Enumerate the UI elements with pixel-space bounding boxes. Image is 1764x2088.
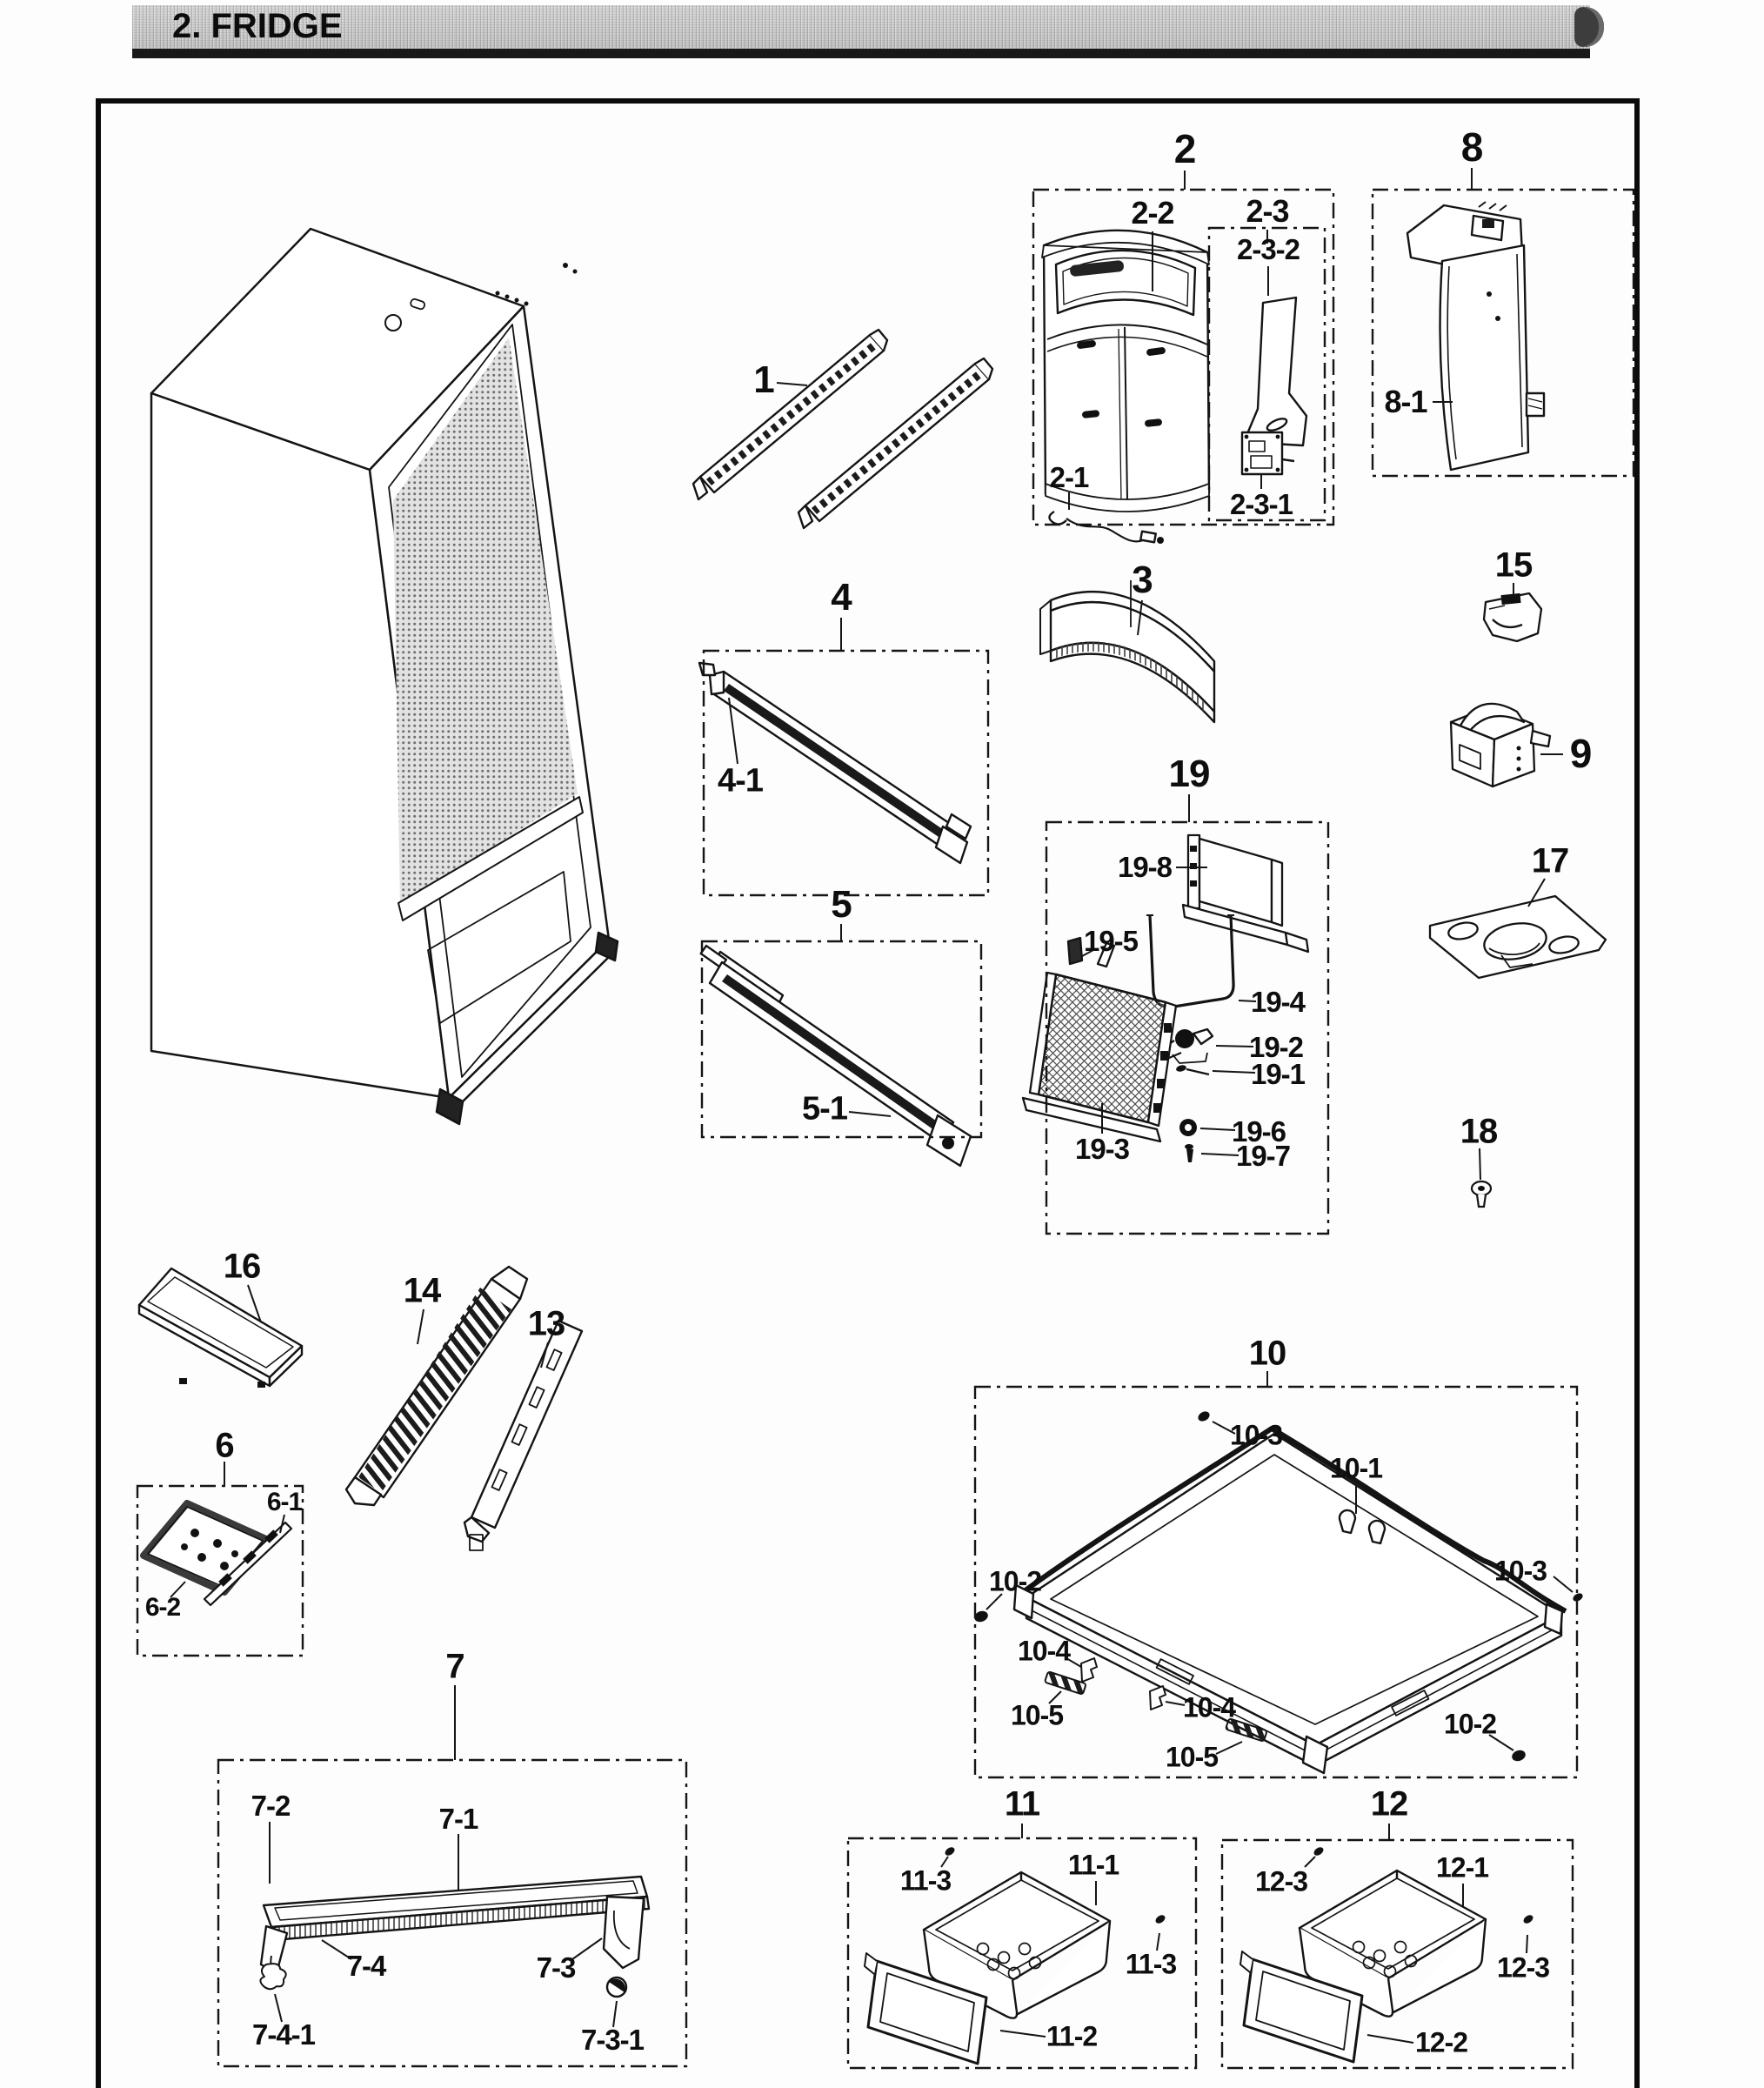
part-label-16: 16	[223, 1247, 261, 1286]
part-label-10-3-a: 10-3	[1229, 1419, 1283, 1451]
part-label-2: 2	[1173, 126, 1196, 171]
leader-line	[1554, 1576, 1573, 1592]
part-label-6-1: 6-1	[266, 1488, 303, 1516]
part-label-10-5-a: 10-5	[1010, 1699, 1064, 1731]
part-label-7-3: 7-3	[536, 1951, 576, 1984]
part-label-12-1: 12-1	[1435, 1851, 1489, 1884]
part-label-7: 7	[445, 1647, 464, 1686]
part-6-tray-group	[144, 1503, 291, 1605]
part-9-damper	[1451, 704, 1550, 786]
part-label-13: 13	[527, 1304, 565, 1343]
leader-line	[1216, 1742, 1242, 1754]
part-label-10-2-a: 10-2	[988, 1565, 1042, 1597]
part-label-9: 9	[1569, 731, 1592, 776]
leader-line	[418, 1309, 424, 1344]
part-label-11-2: 11-2	[1046, 2020, 1098, 2052]
part-label-7-1: 7-1	[438, 1803, 478, 1835]
part-label-10-1: 10-1	[1329, 1452, 1383, 1484]
part-label-2-3: 2-3	[1246, 193, 1289, 229]
part-18-rivet	[1472, 1181, 1491, 1207]
part-label-7-2: 7-2	[251, 1790, 291, 1822]
part-7-shelf	[260, 1877, 649, 1997]
part-label-15: 15	[1494, 545, 1533, 585]
part-label-19-4: 19-4	[1250, 986, 1306, 1018]
part-label-10-3-b: 10-3	[1493, 1555, 1547, 1587]
part-label-12-2: 12-2	[1414, 2026, 1468, 2058]
part-label-12-3-b: 12-3	[1496, 1951, 1550, 1984]
part-label-8: 8	[1460, 124, 1483, 170]
leader-line	[1000, 2031, 1046, 2037]
part-label-12-3-a: 12-3	[1254, 1865, 1308, 1897]
part-label-19-1: 19-1	[1250, 1058, 1306, 1090]
leader-line	[1201, 1154, 1239, 1155]
part-label-7-4-1: 7-4-1	[251, 2018, 316, 2051]
part-label-4: 4	[831, 576, 852, 619]
part-label-3: 3	[1132, 559, 1153, 601]
leader-line	[777, 383, 807, 385]
part-label-19-7: 19-7	[1235, 1140, 1291, 1172]
part-label-4-1: 4-1	[718, 762, 763, 800]
part-label-2-3-1: 2-3-1	[1229, 488, 1293, 520]
part-label-5: 5	[831, 883, 852, 926]
part-label-11-1: 11-1	[1067, 1849, 1119, 1881]
part-label-19-3: 19-3	[1074, 1133, 1130, 1165]
part-label-2-2: 2-2	[1131, 195, 1174, 231]
part-label-11-3-a: 11-3	[899, 1864, 952, 1897]
part-label-7-4: 7-4	[346, 1950, 386, 1982]
part-label-19-5: 19-5	[1083, 925, 1139, 957]
part-8-duct	[1407, 202, 1544, 470]
part-3-cover	[1040, 580, 1214, 722]
part-label-14: 14	[403, 1271, 441, 1310]
part-label-19-8: 19-8	[1117, 851, 1173, 883]
leader-line	[1200, 1128, 1235, 1130]
part-label-12: 12	[1370, 1784, 1408, 1824]
part-label-10-4-a: 10-4	[1017, 1635, 1071, 1667]
part-1-rails	[693, 330, 992, 528]
leader-line	[1166, 1702, 1185, 1705]
part-label-10-4-b: 10-4	[1182, 1691, 1236, 1723]
part-label-19-2: 19-2	[1248, 1031, 1304, 1063]
part-label-10-5-b: 10-5	[1165, 1741, 1219, 1773]
part-16-panel	[139, 1268, 302, 1388]
leader-line	[1367, 2035, 1413, 2043]
part-label-17: 17	[1531, 841, 1569, 880]
part-label-11-3-b: 11-3	[1125, 1948, 1177, 1980]
page-title: 2. FRIDGE	[172, 7, 343, 45]
part-label-2-3-2: 2-3-2	[1236, 233, 1300, 265]
fridge-cabinet	[151, 229, 618, 1124]
part-label-5-1: 5-1	[802, 1090, 847, 1128]
leader-line	[1213, 1071, 1255, 1073]
leader-line	[849, 1112, 891, 1116]
part-15-clip	[1484, 593, 1541, 641]
part-label-19: 19	[1168, 753, 1210, 795]
part-label-10: 10	[1248, 1334, 1286, 1373]
part-label-6-2: 6-2	[144, 1593, 181, 1622]
part-label-7-3-1: 7-3-1	[580, 2024, 645, 2056]
part-5-rail	[701, 946, 971, 1166]
leader-line	[1216, 1046, 1253, 1047]
part-label-1: 1	[753, 358, 774, 401]
leader-line	[572, 1938, 602, 1959]
part-label-19-6: 19-6	[1231, 1115, 1286, 1148]
part-label-6: 6	[215, 1426, 234, 1465]
part-label-18: 18	[1460, 1112, 1498, 1151]
part-17-plate	[1430, 896, 1606, 978]
part-label-2-1: 2-1	[1049, 461, 1089, 493]
part-label-8-1: 8-1	[1384, 384, 1427, 419]
part-label-10-2-b: 10-2	[1443, 1708, 1497, 1740]
part-label-11: 11	[1004, 1784, 1040, 1824]
